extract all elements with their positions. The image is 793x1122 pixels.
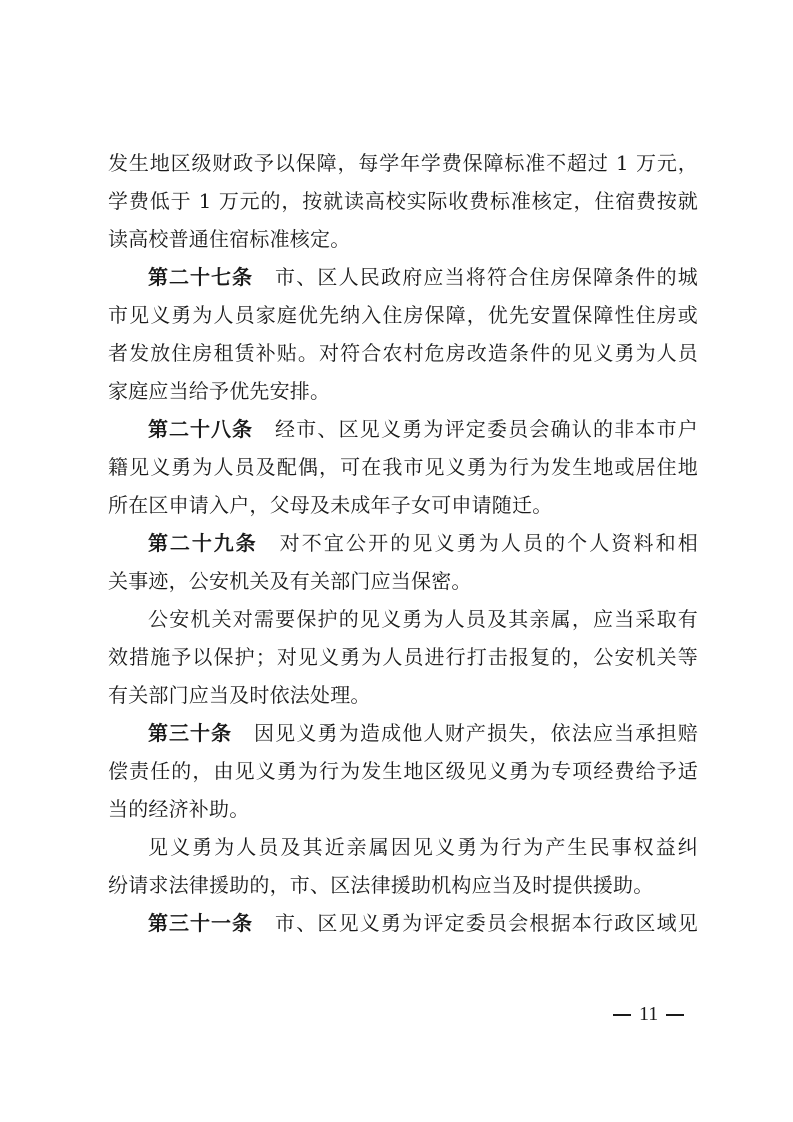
- article-29: [108, 524, 698, 600]
- page-number: [605, 1003, 692, 1026]
- dash-left: [613, 1014, 631, 1016]
- article-30: [108, 714, 698, 828]
- text-line: 学费低于 1 万元的，按就读高校实际收费标准核定，住宿费按就: [108, 189, 698, 213]
- text-line: 市见义勇为人员家庭优先纳入住房保障，优先安置保障性住房或: [108, 303, 698, 327]
- article-heading: 第二十九条: [148, 531, 258, 555]
- text-line: 籍见义勇为人员及配偶，可在我市见义勇为行为发生地或居住地: [108, 455, 698, 479]
- text-line: 见义勇为人员及其近亲属因见义勇为行为产生民事权益纠: [148, 835, 698, 859]
- text-line: 第三十条 因见义勇为造成他人财产损失，依法应当承担赔: [148, 721, 698, 745]
- text-line: 第三十一条 市、区见义勇为评定委员会根据本行政区域见: [148, 911, 698, 935]
- dash-right: [666, 1014, 684, 1016]
- text-line: 者发放住房租赁补贴。对符合农村危房改造条件的见义勇为人员: [108, 341, 698, 365]
- article-heading: 第三十一条: [148, 911, 253, 935]
- document-page: [108, 144, 698, 942]
- text-line: 所在区申请入户，父母及未成年子女可申请随迁。: [108, 493, 553, 517]
- article-29-paragraph-2: [108, 600, 698, 714]
- article-heading: 第二十八条: [148, 417, 253, 441]
- article-28: [108, 410, 698, 524]
- paragraph-continued: [108, 144, 698, 258]
- text-line: 效措施予以保护；对见义勇为人员进行打击报复的，公安机关等: [108, 645, 698, 669]
- text-line: 有关部门应当及时依法处理。: [108, 683, 371, 707]
- text-line: 第二十九条 对不宜公开的见义勇为人员的个人资料和相: [148, 531, 698, 555]
- article-30-paragraph-2: [108, 828, 698, 904]
- text-line: 关事迹，公安机关及有关部门应当保密。: [108, 569, 472, 593]
- text-line: 读高校普通住宿标准核定。: [108, 227, 351, 251]
- page-number-value: 11: [639, 1003, 659, 1025]
- text-line: 第二十八条 经市、区见义勇为评定委员会确认的非本市户: [148, 417, 698, 441]
- text-line: 纷请求法律援助的，市、区法律援助机构应当及时提供援助。: [108, 873, 654, 897]
- article-27: [108, 258, 698, 410]
- text-line: 偿责任的，由见义勇为行为发生地区级见义勇为专项经费给予适: [108, 759, 698, 783]
- text-line: 公安机关对需要保护的见义勇为人员及其亲属，应当采取有: [148, 607, 698, 631]
- article-heading: 第三十条: [148, 721, 232, 745]
- text-line: 第二十七条 市、区人民政府应当将符合住房保障条件的城: [148, 265, 698, 289]
- article-heading: 第二十七条: [148, 265, 253, 289]
- text-line: 当的经济补助。: [108, 797, 250, 821]
- text-line: 发生地区级财政予以保障，每学年学费保障标准不超过 1 万元，: [108, 151, 698, 175]
- article-31: [108, 904, 698, 942]
- text-line: 家庭应当给予优先安排。: [108, 379, 331, 403]
